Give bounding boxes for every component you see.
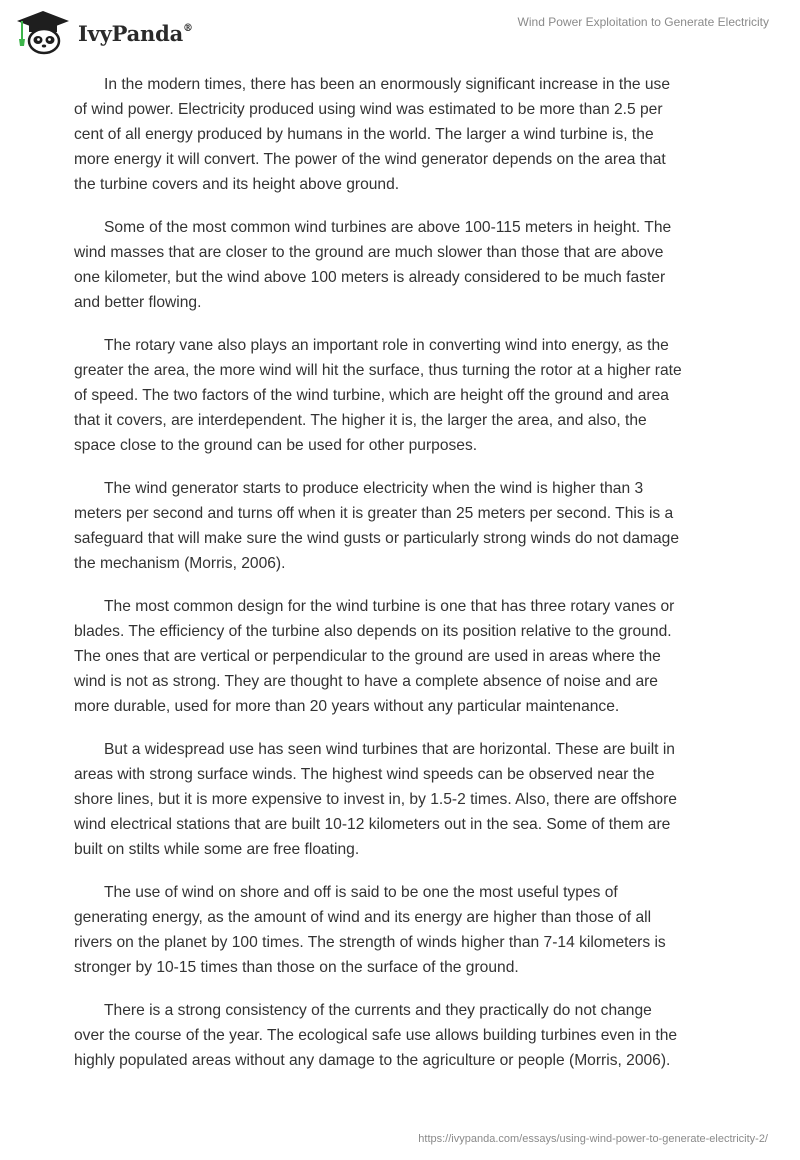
paragraph: The rotary vane also plays an important role in converting wind into energy, as the greater the area, the more wind will hit the surface, thus turning the rotor at a higher rate of speed. The two factors of the wind turbine, which are height off the ground and area that it covers, are interdependent. The higher it is, the larger the area, and also, the space close to the ground can be used for other purposes. (74, 337, 682, 454)
essay-body (74, 72, 726, 1091)
brand-logo[interactable] (14, 9, 193, 55)
paragraph: But a widespread use has seen wind turbines that are horizontal. These are built in areas with strong surface winds. The highest wind speeds can be observed near the shore lines, but it is more expensive to invest in, by 1.5-2 times. Also, there are offshore wind electrical stations that are built 10-12 kilometers out in the sea. Some of them are built on stilts while some are free floating. (74, 741, 677, 858)
brand-name: IvyPanda® (78, 20, 193, 46)
page-header (0, 0, 800, 64)
paragraph: There is a strong consistency of the currents and they practically do not change over the course of the year. The ecological safe use allows building turbines even in the highly populated areas without any damage to the agriculture or people (Morris, 2006). (74, 1002, 678, 1069)
document-title: Wind Power Exploitation to Generate Electricity (517, 15, 769, 29)
paragraph: The most common design for the wind turbine is one that has three rotary vanes or blades. The efficiency of the turbine also depends on its position relative to the ground. The ones that are vertical or perpendicular to the ground are used in areas where the wind is not as strong. They are thought to have a complete absence of noise and are more durable, used for more than 20 years without any particular maintenance. (74, 598, 675, 715)
paragraph: Some of the most common wind turbines are above 100-115 meters in height. The wind masses that are closer to the ground are much slower than those that are above one kilometer, but the wind above 100 meters is already considered to be much faster and better flowing. (74, 219, 672, 311)
source-url-link[interactable]: https://ivypanda.com/essays/using-wind-power-to-generate-electricity-2/ (418, 1133, 768, 1145)
panda-graduation-cap-icon (14, 9, 72, 55)
paragraph: The use of wind on shore and off is said to be one the most useful types of generating energy, as the amount of wind and its energy are higher than those of all rivers on the planet by 100 times. The strength of winds higher than 7-14 kilometers is stronger by 10-15 times than those on the surface of the ground. (74, 884, 666, 976)
paragraph: The wind generator starts to produce electricity when the wind is higher than 3 meters per second and turns off when it is greater than 25 meters per second. This is a safeguard that will make sure the wind gusts or particularly strong winds do not damage the mechanism (Morris, 2006). (74, 480, 680, 572)
paragraph: In the modern times, there has been an enormously significant increase in the use of wind power. Electricity produced using wind was estimated to be more than 2.5 per cent of all energy produced by humans in the world. The larger a wind turbine is, the more energy it will convert. The power of the wind generator depends on the area that the turbine covers and its height above ground. (74, 76, 671, 193)
registered-mark: ® (183, 22, 193, 34)
